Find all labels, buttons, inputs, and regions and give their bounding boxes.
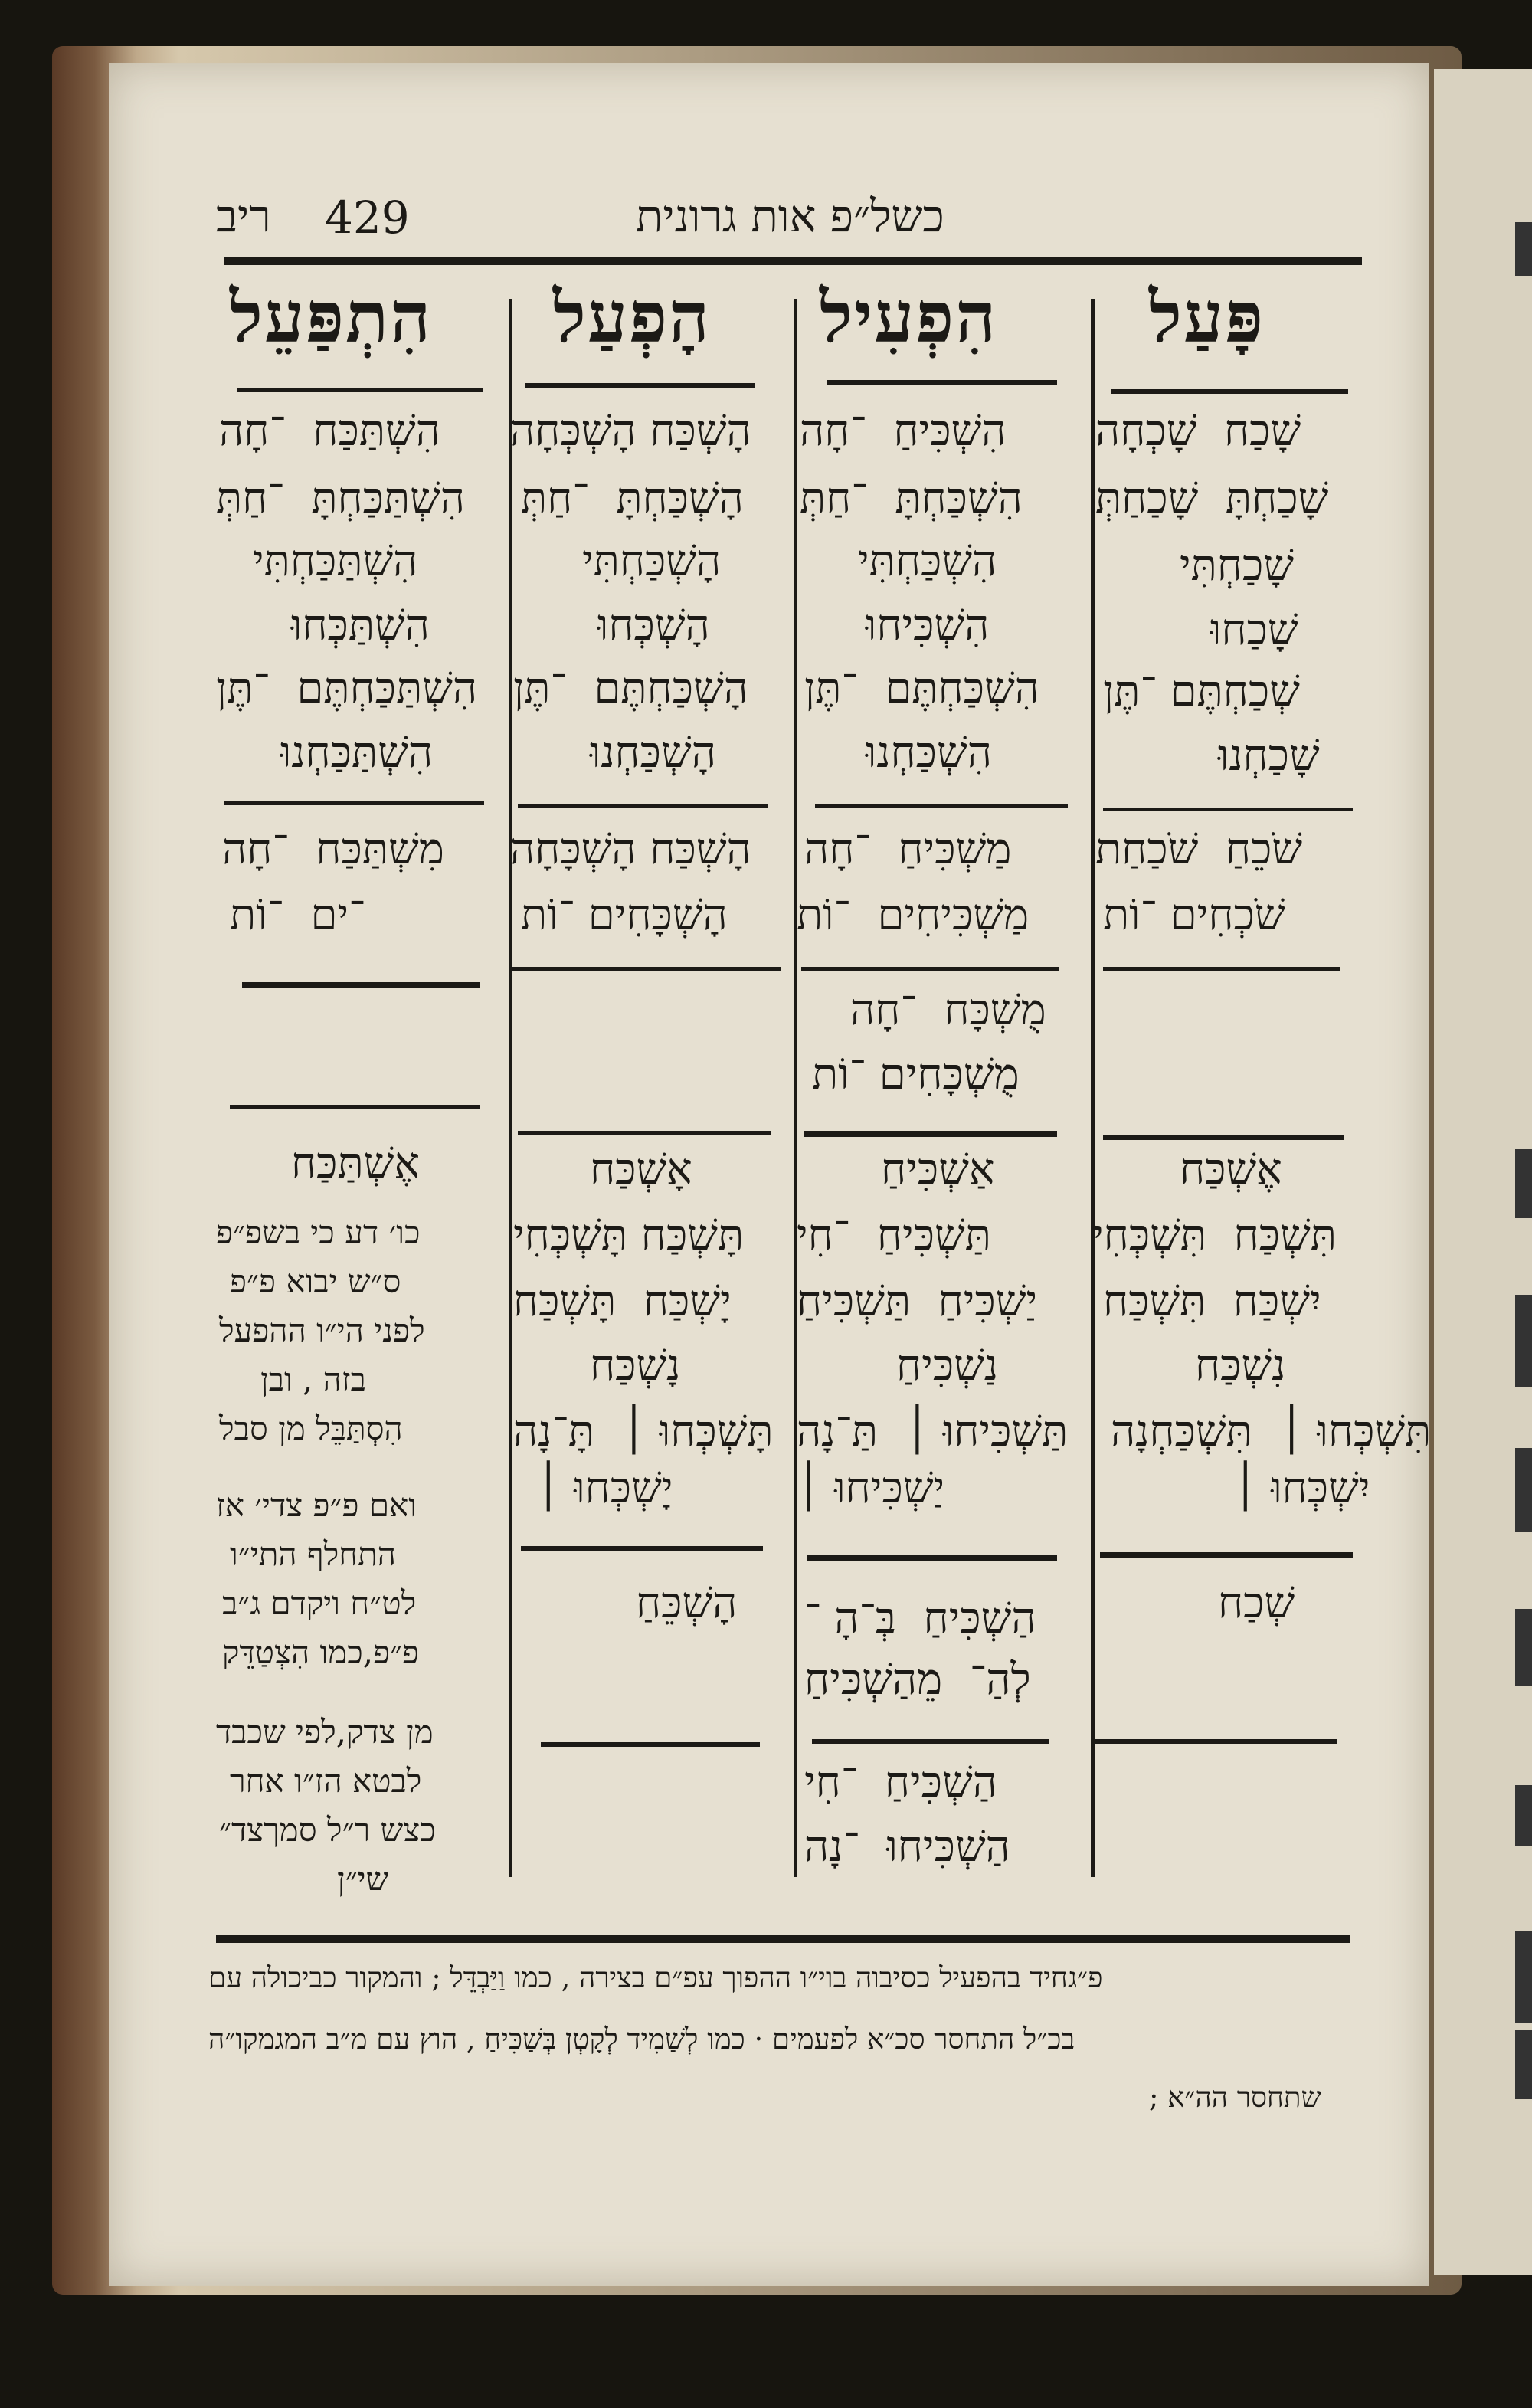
form-line: הִשְׁתַּכַּח ‏ ־חָה (219, 406, 440, 456)
form-line: הִשְׁכַּחְנוּ (866, 728, 992, 778)
page-number: 429 (325, 192, 410, 244)
note-line: לפני הי״ו ההפעל (219, 1312, 425, 1349)
form-line: יִשְׁכַּח ‏ תִּשְׁכַּח (1103, 1276, 1321, 1326)
section-rule (518, 1131, 771, 1135)
form-line: תַּשְׁכִּיחוּ ׀ ‏ תַּ־נָה (797, 1407, 1069, 1456)
running-title: כשל״פ אות גרונית (636, 190, 944, 242)
imperative-line: לְהַ־ ‏ מֵהַשְׁכִּיחַ (804, 1655, 1031, 1705)
imperative-line: הַשְׁכִּיחַ ‏ בְּ־הָ ־ (804, 1594, 1036, 1643)
form-line: שָׁכַחְתִּי (1180, 541, 1294, 591)
column-title-paal: פָּעַל (1149, 276, 1265, 359)
form-line: הִשְׁתַּכְּחוּ (291, 601, 430, 650)
form-line: הִשְׁכִּיחַ ‏ ־חָה (800, 406, 1007, 456)
section-rule (1100, 1552, 1353, 1558)
section-rule (521, 1546, 763, 1551)
form-line: תִּשְׁכַּח ‏ תִּשְׁכְּחִי (1092, 1211, 1337, 1260)
section-rule (1103, 808, 1353, 811)
form-line: שָׁכַחְנוּ (1218, 731, 1320, 781)
section-rule (510, 967, 781, 971)
section-rule (1092, 1739, 1337, 1744)
form-line: יָשְׁכַּח ‏ תָּשְׁכַּח (513, 1276, 732, 1326)
form-line: הִשְׁכַּחְתָּ ‏ ־חַתְּ (800, 473, 1023, 523)
imperfect-title: אֶשְׁתַּכַּח (291, 1138, 420, 1188)
section-rule (518, 804, 768, 808)
section-rule (541, 1742, 760, 1747)
section-rule (815, 804, 1068, 808)
form-line: שָׁכַחְתָּ ‏ שָׁכַחַתְּ (1095, 473, 1329, 523)
form-line: תָּשְׁכְּחוּ ׀ ‏ תָּ־נָה (513, 1407, 774, 1456)
form-line: נַשְׁכִּיחַ (896, 1341, 999, 1391)
note-line: לבטא הז״ו אחר (230, 1762, 422, 1800)
section-rule (224, 801, 484, 805)
hebrew-page-number: ריב (216, 190, 271, 242)
imperfect-title: אֶשְׁכַּח (1180, 1145, 1282, 1194)
form-line: הִשְׁתַּכַּחְתִּי (253, 536, 418, 586)
title-underline (1111, 389, 1348, 394)
section-rule (812, 1739, 1049, 1744)
column-title-hifil: הִפְעִיל (820, 276, 998, 359)
header-rule (224, 257, 1362, 265)
form-line: הָשְׁכַּחְתָּ ‏ ־חַתְּ (521, 473, 744, 523)
title-underline (525, 383, 755, 388)
form-line: הִשְׁכַּחְתֶּם ‏ ־תֶּן (804, 663, 1039, 713)
form-line: מִשְׁתַּכַּח ‏ ־חָה (222, 824, 444, 874)
form-line: נָשְׁכַּח (590, 1341, 681, 1391)
section-rule (242, 982, 480, 988)
footnote-line: פ״גחיד בהפעיל כסיבוה בוי״ו ההפוך עפ״ם בצירה , כמו וַיַּבְדֵּל ; והמקור כביכולה עם (208, 1961, 1103, 1994)
form-line: שֹׁכְחִים ־וֹת (1103, 890, 1285, 940)
form-line: תַּשְׁכִּיחַ ‏ ־חִי (797, 1211, 991, 1260)
form-line: הָשְׁכַּחְנוּ (590, 728, 716, 778)
note-line: לט״ח ויקדם ג״ב (222, 1584, 417, 1622)
note-line: כו׳ דע כי בשפ״פ (216, 1214, 421, 1251)
title-underline (827, 380, 1057, 385)
form-line: תִּשְׁכְּחוּ ׀ ‏ תִּשְׁכַּחְנָה (1111, 1407, 1432, 1456)
form-line: הָשְׁכַּח הָשְׁכְּחָה (510, 406, 751, 456)
form-line: הָשְׁכְּחוּ (597, 601, 710, 650)
section-rule (1103, 1135, 1344, 1140)
imperative-line: שְׁכַח (1218, 1578, 1295, 1628)
form-line: הִשְׁכִּיחוּ (866, 601, 990, 650)
footnote-line: שתחסר הה״א ; (1149, 2081, 1321, 2114)
form-line: הָשְׁכַּחְתֶּם ‏ ־תֶּן (513, 663, 748, 713)
form-line: מַשְׁכִּיחִים ‏ ־וֹת (797, 890, 1030, 940)
note-line: בזה , ובן (260, 1361, 366, 1398)
form-line: מֻשְׁכָּחִים ־וֹת (812, 1050, 1020, 1099)
note-line: הִסְתַּבֵּל מן סבל (219, 1410, 403, 1447)
imperative-line: הָשְׁכֵּחַ (636, 1578, 738, 1628)
section-rule (807, 1555, 1057, 1561)
note-line: מן צדק,לפי שכבד (216, 1713, 434, 1751)
form-line: יַשְׁכִּיחַ ‏ תַּשְׁכִּיחַ (797, 1276, 1038, 1326)
imperfect-title: אַשְׁכִּיחַ (881, 1145, 995, 1194)
imperfect-title: אָשְׁכַּח (590, 1145, 692, 1194)
footer-rule (216, 1935, 1350, 1943)
column-divider (794, 299, 797, 1877)
form-line: הִשְׁתַּכַּחְתָּ ‏ ־חַתְּ (216, 473, 466, 523)
form-line: הָשְׁכָּחִים ־וֹת (521, 890, 728, 940)
note-line: התחלף התי״ו (230, 1535, 396, 1573)
form-line: הָשְׁכַּח הָשְׁכָּחָה (510, 824, 751, 874)
form-line: תָּשְׁכַּח תָּשְׁכְּחִי (513, 1211, 745, 1260)
form-line: שֹׁכֵחַ ‏ שֹׁכַחַת (1095, 824, 1303, 874)
form-line: יָשְׁכְּחוּ ׀ (536, 1463, 673, 1513)
column-divider (1091, 299, 1095, 1877)
column-title-hitpael: הִתְפַּעֵל (230, 276, 433, 359)
note-line: שי״ן (337, 1860, 389, 1898)
section-rule (230, 1105, 480, 1109)
column-title-hofal: הָפְעַל (553, 276, 712, 359)
form-line: ־ים ‏ ־וֹת (230, 890, 365, 940)
form-line: הִשְׁתַּכַּחְנוּ (280, 728, 434, 778)
form-line: מֻשְׁכָּח ‏ ־חָה (850, 985, 1046, 1035)
form-line: הַשְׁכִּיחַ ‏ ־חִי (804, 1758, 997, 1807)
form-line: מַשְׁכִּיחַ ‏ ־חָה (804, 824, 1012, 874)
form-line: הָשְׁכַּחְתִּי (582, 536, 722, 586)
section-rule (801, 967, 1059, 971)
note-line: ס״ש יבוא פ״פ (230, 1263, 401, 1300)
form-line: הִשְׁכַּחְתִּי (858, 536, 997, 586)
section-rule (1103, 967, 1340, 971)
form-line: הַשְׁכִּיחוּ ‏ ־נָה (804, 1822, 1010, 1872)
title-underline (237, 388, 483, 392)
section-rule (804, 1131, 1057, 1137)
form-line: שָׁכַח ‏ שָׁכְחָה (1095, 406, 1301, 456)
form-line: הִשְׁתַּכַּחְתֶּם ‏ ־תֶּן (216, 663, 478, 713)
note-line: כצש ר״ל סמךצד״ (219, 1811, 436, 1849)
note-line: פ״פ,כמו הִצְטַדֵּק (222, 1633, 420, 1671)
form-line: יִשְׁכְּחוּ ׀ (1233, 1463, 1370, 1513)
footnote-line: בכ״ל התחסר סכ״א לפעמים · כמו לְשַׁמִיד לְקָטְן בְּשַׁכִּיחַ , הוץ עם מ״ב המגמקו״ה (208, 2023, 1075, 2056)
form-line: נִשְׁכַּח (1195, 1341, 1286, 1391)
column-divider (509, 299, 512, 1877)
form-line: שְׁכַחְתֶּם ־תֶּן (1103, 667, 1300, 716)
form-line: שָׁכַחוּ (1210, 605, 1298, 655)
note-line: ואם פ״פ צדי׳ אז (216, 1486, 417, 1524)
form-line: יַשְׁכִּיחוּ ׀ (797, 1463, 945, 1513)
